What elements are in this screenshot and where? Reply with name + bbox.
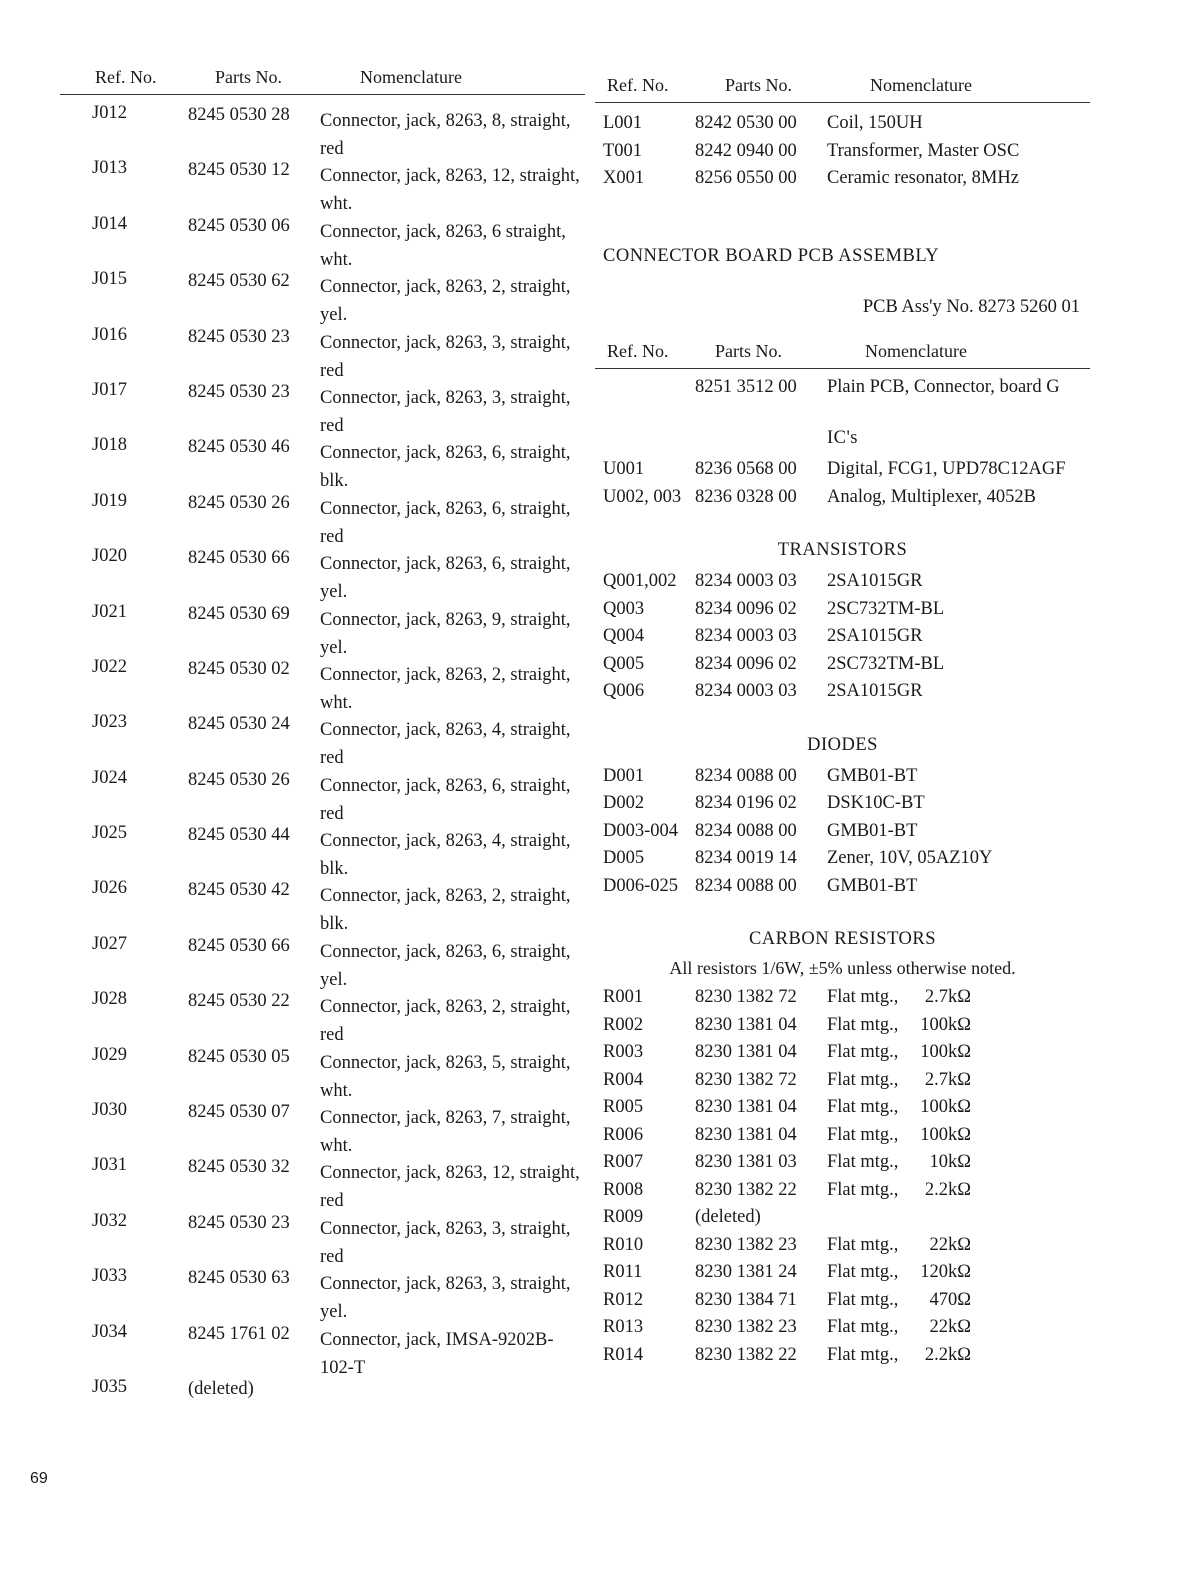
- parts-no: (deleted): [695, 1207, 761, 1227]
- carbon-resistors-section-title: CARBON RESISTORS: [748, 929, 937, 949]
- parts-no: 8245 0530 02: [188, 658, 290, 679]
- ics-section-title: IC's: [826, 428, 859, 448]
- ref-no: J016: [92, 324, 127, 345]
- ref-no: R007: [603, 1152, 644, 1172]
- nomenclature: Analog, Multiplexer, 4052B: [827, 486, 1036, 507]
- nomenclature: Connector, jack, 8263, 4, straight, blk.: [320, 831, 571, 880]
- parts-no: 8245 0530 44: [188, 825, 290, 846]
- table-row: [60, 815, 585, 880]
- ref-no: J019: [92, 490, 127, 511]
- nomenclature: Flat mtg.,: [827, 1317, 899, 1337]
- table-row: [595, 1125, 1090, 1153]
- nomenclature: Digital, FCG1, UPD78C12AGF: [827, 459, 1066, 479]
- nomenclature: Flat mtg.,: [827, 1344, 899, 1365]
- nomenclature: Ceramic resonator, 8MHz: [827, 168, 1019, 188]
- table-row: [595, 821, 1090, 849]
- header-parts-no: Parts No.: [725, 75, 792, 95]
- nomenclature: Connector, jack, 8263, 2, straight, red: [320, 997, 571, 1046]
- ref-no: J026: [92, 878, 127, 899]
- table-row: [595, 1345, 1090, 1373]
- resistance-value: 22kΩ: [929, 1317, 971, 1337]
- ref-no: R014: [603, 1344, 644, 1365]
- ref-no: Q006: [603, 681, 645, 701]
- parts-no: 8245 0530 63: [188, 1268, 290, 1289]
- table-row: [60, 1092, 585, 1157]
- parts-no: (deleted): [188, 1378, 254, 1399]
- table-row: [595, 1042, 1090, 1070]
- nomenclature: Flat mtg.,: [827, 1042, 899, 1062]
- parts-no: 8234 0196 02: [695, 793, 797, 813]
- resistance-value: 470Ω: [929, 1289, 971, 1310]
- nomenclature: Connector, jack, 8263, 4, straight, red: [320, 720, 571, 769]
- parts-no: 8236 0328 00: [695, 486, 797, 507]
- parts-no: 8234 0088 00: [695, 875, 797, 896]
- ref-no: T001: [603, 140, 643, 161]
- parts-no: 8230 1381 04: [695, 1097, 797, 1117]
- parts-no: 8234 0088 00: [695, 765, 797, 786]
- resistance-value: 100kΩ: [920, 1124, 971, 1145]
- table-row: [595, 1235, 1090, 1263]
- ref-no: R001: [603, 987, 644, 1007]
- ref-no: R008: [603, 1179, 644, 1200]
- right-top-body: [595, 113, 1090, 196]
- ref-no: J022: [92, 656, 127, 677]
- nomenclature: Connector, jack, 8263, 2, straight, wht.: [320, 664, 571, 713]
- table-row: [595, 626, 1090, 654]
- table-row: [595, 599, 1090, 627]
- nomenclature: Coil, 150UH: [827, 113, 923, 133]
- table-row: [595, 113, 1090, 141]
- nomenclature: 2SA1015GR: [827, 626, 923, 646]
- nomenclature: Connector, jack, 8263, 6, straight, red: [320, 775, 571, 824]
- parts-no: 8245 0530 23: [188, 1212, 290, 1233]
- ref-no: D001: [603, 765, 645, 786]
- ref-no: L001: [603, 113, 643, 133]
- table-row: [60, 372, 585, 436]
- ref-no: R012: [603, 1289, 644, 1310]
- nomenclature: 2SA1015GR: [827, 681, 923, 701]
- table-row: [595, 1152, 1090, 1180]
- parts-no: 8245 0530 26: [188, 769, 290, 790]
- ref-no: R002: [603, 1014, 644, 1035]
- nomenclature: Plain PCB, Connector, board G: [827, 376, 1060, 397]
- table-row: [60, 1037, 585, 1101]
- ref-no: Q003: [603, 598, 645, 619]
- left-table-header: [60, 66, 585, 95]
- ref-no: Q005: [603, 653, 645, 674]
- ref-no: R011: [603, 1262, 643, 1282]
- table-row: [60, 1258, 585, 1323]
- header-parts-no: Parts No.: [215, 67, 282, 87]
- ref-no: J031: [92, 1155, 127, 1176]
- nomenclature: DSK10C-BT: [827, 793, 925, 813]
- resistors-body: [595, 987, 1090, 1372]
- parts-no: 8245 0530 28: [188, 105, 290, 125]
- table-row: [60, 870, 585, 935]
- parts-no: 8234 0003 03: [695, 571, 797, 591]
- ref-no: J013: [92, 158, 127, 179]
- table-row: [595, 1290, 1090, 1318]
- nomenclature: Flat mtg.,: [827, 1179, 899, 1200]
- nomenclature: Connector, jack, 8263, 2, straight, yel.: [320, 277, 571, 326]
- ref-no: R009: [603, 1207, 644, 1227]
- ref-no: J015: [92, 269, 127, 290]
- ref-no: J014: [92, 213, 127, 234]
- table-row: [60, 261, 585, 326]
- left-parts-table: [60, 66, 585, 1424]
- parts-no: 8245 0530 06: [188, 215, 290, 236]
- table-row: [60, 594, 585, 658]
- parts-no: 8230 1381 24: [695, 1262, 797, 1282]
- ref-no: D006-025: [603, 875, 679, 896]
- nomenclature: Connector, jack, 8263, 7, straight, wht.: [320, 1108, 571, 1157]
- nomenclature: Transformer, Master OSC: [827, 140, 1020, 161]
- table-row: [595, 141, 1090, 169]
- table-row: [60, 427, 585, 492]
- ref-no: J034: [92, 1321, 127, 1342]
- table-row: [595, 766, 1090, 794]
- diodes-body: [595, 766, 1090, 904]
- ref-no: J023: [92, 712, 127, 733]
- parts-no: 8245 0530 12: [188, 160, 290, 181]
- pcb-assy-number: PCB Ass'y No. 8273 5260 01: [862, 296, 1080, 317]
- parts-no: 8230 1381 04: [695, 1042, 797, 1062]
- table-row: [595, 987, 1090, 1015]
- ref-no: D002: [603, 793, 645, 813]
- parts-no: 8245 0530 32: [188, 1157, 290, 1178]
- diodes-section-title: DIODES: [807, 734, 878, 755]
- ref-no: J035: [92, 1376, 127, 1397]
- table-row: [60, 1369, 585, 1424]
- nomenclature: Connector, jack, 8263, 12, straight, red: [320, 1163, 580, 1212]
- table-row: [595, 1097, 1090, 1125]
- nomenclature: Connector, jack, 8263, 8, straight, red: [320, 111, 571, 159]
- table-row: [595, 654, 1090, 682]
- nomenclature: Connector, jack, 8263, 3, straight, yel.: [320, 1274, 571, 1323]
- ref-no: J028: [92, 989, 127, 1010]
- header-nomenclature: Nomenclature: [865, 340, 967, 361]
- ref-no: J012: [92, 103, 127, 123]
- parts-no: 8236 0568 00: [695, 459, 797, 479]
- nomenclature: Connector, jack, 8263, 3, straight, red: [320, 332, 571, 381]
- nomenclature: Flat mtg.,: [827, 1124, 899, 1145]
- parts-no: 8245 0530 66: [188, 548, 290, 569]
- table-row: [60, 95, 585, 159]
- ref-no: D003-004: [603, 820, 679, 841]
- nomenclature: Flat mtg.,: [827, 1289, 899, 1310]
- ref-no: J029: [92, 1044, 127, 1065]
- nomenclature: GMB01-BT: [827, 875, 918, 896]
- resistance-value: 120kΩ: [920, 1262, 971, 1282]
- ref-no: X001: [603, 168, 645, 188]
- parts-no: 8234 0088 00: [695, 820, 797, 841]
- ref-no: D005: [603, 848, 645, 868]
- header-ref-no: Ref. No.: [95, 67, 157, 87]
- table-row: [595, 1262, 1090, 1290]
- ref-no: J021: [92, 601, 127, 622]
- nomenclature: Connector, jack, 8263, 6, straight, red: [320, 498, 571, 547]
- ref-no: R003: [603, 1042, 644, 1062]
- parts-no: 8230 1382 22: [695, 1179, 797, 1200]
- parts-no: 8230 1381 04: [695, 1124, 797, 1145]
- parts-no: 8230 1382 72: [695, 987, 797, 1007]
- ref-no: U001: [603, 459, 645, 479]
- ref-no: J032: [92, 1210, 127, 1231]
- parts-no: 8245 0530 46: [188, 437, 290, 458]
- parts-no: 8234 0096 02: [695, 598, 797, 619]
- parts-no: 8230 1382 23: [695, 1317, 797, 1337]
- parts-no: 8242 0530 00: [695, 113, 797, 133]
- ref-no: J033: [92, 1266, 127, 1287]
- transistors-body: [595, 571, 1090, 709]
- table-row: [595, 377, 1090, 405]
- nomenclature: Connector, jack, 8263, 9, straight, yel.: [320, 609, 571, 658]
- ref-no: U002, 003: [603, 486, 682, 507]
- table-row: [60, 150, 585, 215]
- nomenclature: Flat mtg.,: [827, 1262, 899, 1282]
- parts-no: 8230 1382 22: [695, 1344, 797, 1365]
- parts-no: 8230 1382 72: [695, 1069, 797, 1090]
- nomenclature: Flat mtg.,: [827, 1152, 899, 1172]
- connector-board-header: [595, 340, 1090, 369]
- ref-no: J018: [92, 435, 127, 456]
- resistance-value: 100kΩ: [920, 1042, 971, 1062]
- parts-no: 8242 0940 00: [695, 140, 797, 161]
- parts-no: 8230 1381 04: [695, 1014, 797, 1035]
- parts-no: 8230 1382 23: [695, 1234, 797, 1255]
- left-table-body: [60, 95, 585, 1424]
- connector-board-title: CONNECTOR BOARD PCB ASSEMBLY: [603, 245, 940, 266]
- resistance-value: 10kΩ: [929, 1152, 971, 1172]
- resistance-value: 100kΩ: [920, 1097, 971, 1117]
- header-ref-no: Ref. No.: [607, 75, 669, 95]
- parts-no: 8245 0530 24: [188, 714, 290, 735]
- resistance-value: 100kΩ: [920, 1014, 971, 1035]
- table-row: [595, 848, 1090, 876]
- nomenclature: 2SA1015GR: [827, 571, 923, 591]
- nomenclature: Flat mtg.,: [827, 1097, 899, 1117]
- nomenclature: Connector, jack, IMSA-9202B-102-T: [320, 1329, 554, 1378]
- nomenclature: Zener, 10V, 05AZ10Y: [827, 848, 993, 868]
- ref-no: Q001,002: [603, 571, 677, 591]
- parts-no: 8245 0530 23: [188, 326, 290, 347]
- header-ref-no: Ref. No.: [607, 340, 669, 361]
- nomenclature: GMB01-BT: [827, 820, 918, 841]
- parts-no: 8245 0530 07: [188, 1102, 290, 1123]
- resistance-value: 2.2kΩ: [924, 1344, 971, 1365]
- parts-no: 8245 0530 22: [188, 991, 290, 1012]
- table-row: [60, 649, 585, 713]
- ics-body: [595, 459, 1090, 514]
- nomenclature: Flat mtg.,: [827, 1069, 899, 1090]
- parts-no: 8234 0003 03: [695, 681, 797, 701]
- table-row: [595, 681, 1090, 709]
- nomenclature: Connector, jack, 8263, 3, straight, red: [320, 387, 571, 436]
- nomenclature: 2SC732TM-BL: [827, 598, 945, 619]
- parts-no: 8230 1384 71: [695, 1289, 797, 1310]
- table-row: [60, 538, 585, 603]
- parts-no: 8245 0530 26: [188, 492, 290, 513]
- nomenclature: Flat mtg.,: [827, 987, 899, 1007]
- ref-no: R005: [603, 1097, 644, 1117]
- header-nomenclature: Nomenclature: [360, 67, 462, 87]
- ref-no: J027: [92, 933, 127, 954]
- nomenclature: 2SC732TM-BL: [827, 653, 945, 674]
- ref-no: J025: [92, 823, 127, 844]
- transistors-section-title: TRANSISTORS: [777, 540, 908, 560]
- parts-no: 8245 1761 02: [188, 1323, 290, 1344]
- parts-no: 8245 0530 62: [188, 271, 290, 292]
- table-row: [595, 1180, 1090, 1208]
- table-row: [60, 206, 585, 270]
- parts-no: 8251 3512 00: [695, 376, 797, 397]
- parts-no: 8234 0003 03: [695, 626, 797, 646]
- resistors-note: All resistors 1/6W, ±5% unless otherwise noted.: [669, 958, 1016, 978]
- nomenclature: Connector, jack, 8263, 5, straight, wht.: [320, 1052, 571, 1101]
- ref-no: R004: [603, 1069, 644, 1090]
- ref-no: J030: [92, 1100, 127, 1121]
- table-row: [595, 571, 1090, 599]
- nomenclature: Connector, jack, 8263, 12, straight, wht.: [320, 166, 580, 215]
- table-row: [595, 487, 1090, 515]
- parts-no: 8234 0096 02: [695, 653, 797, 674]
- ref-no: R013: [603, 1317, 644, 1337]
- parts-no: 8234 0019 14: [695, 848, 797, 868]
- nomenclature: Connector, jack, 8263, 3, straight, red: [320, 1218, 571, 1267]
- ref-no: J024: [92, 767, 127, 788]
- table-row: [60, 1203, 585, 1267]
- parts-no: 8245 0530 66: [188, 935, 290, 956]
- nomenclature: Connector, jack, 8263, 2, straight, blk.: [320, 886, 571, 935]
- table-row: [60, 1314, 585, 1378]
- table-row: [60, 704, 585, 769]
- resistance-value: 2.7kΩ: [924, 1069, 971, 1090]
- nomenclature: Flat mtg.,: [827, 1014, 899, 1035]
- parts-no: 8245 0530 69: [188, 603, 290, 624]
- ref-no: J020: [92, 546, 127, 567]
- table-row: [60, 981, 585, 1046]
- resistance-value: 2.7kΩ: [924, 987, 971, 1007]
- page-number: 69: [30, 1470, 48, 1487]
- table-row: [60, 760, 585, 824]
- table-row: [60, 317, 585, 381]
- resistance-value: 22kΩ: [929, 1234, 971, 1255]
- table-row: [595, 1015, 1090, 1043]
- nomenclature: Connector, jack, 8263, 6, straight, blk.: [320, 443, 571, 492]
- parts-no: 8245 0530 05: [188, 1046, 290, 1067]
- table-row: [595, 793, 1090, 821]
- table-row: [595, 1317, 1090, 1345]
- parts-no: 8245 0530 42: [188, 880, 290, 901]
- table-row: [595, 1207, 1090, 1235]
- nomenclature: Connector, jack, 8263, 6, straight, yel.: [320, 554, 571, 603]
- nomenclature: GMB01-BT: [827, 765, 918, 786]
- right-parts-column: [595, 74, 1090, 1372]
- nomenclature: Connector, jack, 8263, 6, straight, yel.: [320, 941, 571, 990]
- parts-no: 8245 0530 23: [188, 381, 290, 402]
- ref-no: R010: [603, 1234, 644, 1255]
- table-row: [595, 459, 1090, 487]
- ref-no: R006: [603, 1124, 644, 1145]
- table-row: [60, 483, 585, 547]
- table-row: [595, 168, 1090, 196]
- parts-no: 8230 1381 03: [695, 1152, 797, 1172]
- table-row: [60, 926, 585, 990]
- header-parts-no: Parts No.: [715, 340, 782, 361]
- header-nomenclature: Nomenclature: [870, 75, 972, 95]
- ref-no: Q004: [603, 626, 645, 646]
- parts-no: 8256 0550 00: [695, 168, 797, 188]
- nomenclature: Flat mtg.,: [827, 1234, 899, 1255]
- table-row: [60, 1147, 585, 1212]
- ref-no: J017: [92, 379, 127, 400]
- table-row: [595, 1070, 1090, 1098]
- nomenclature: Connector, jack, 8263, 6 straight, wht.: [320, 221, 566, 270]
- right-top-header: [595, 74, 1090, 103]
- table-row: [595, 876, 1090, 904]
- resistance-value: 2.2kΩ: [924, 1179, 971, 1200]
